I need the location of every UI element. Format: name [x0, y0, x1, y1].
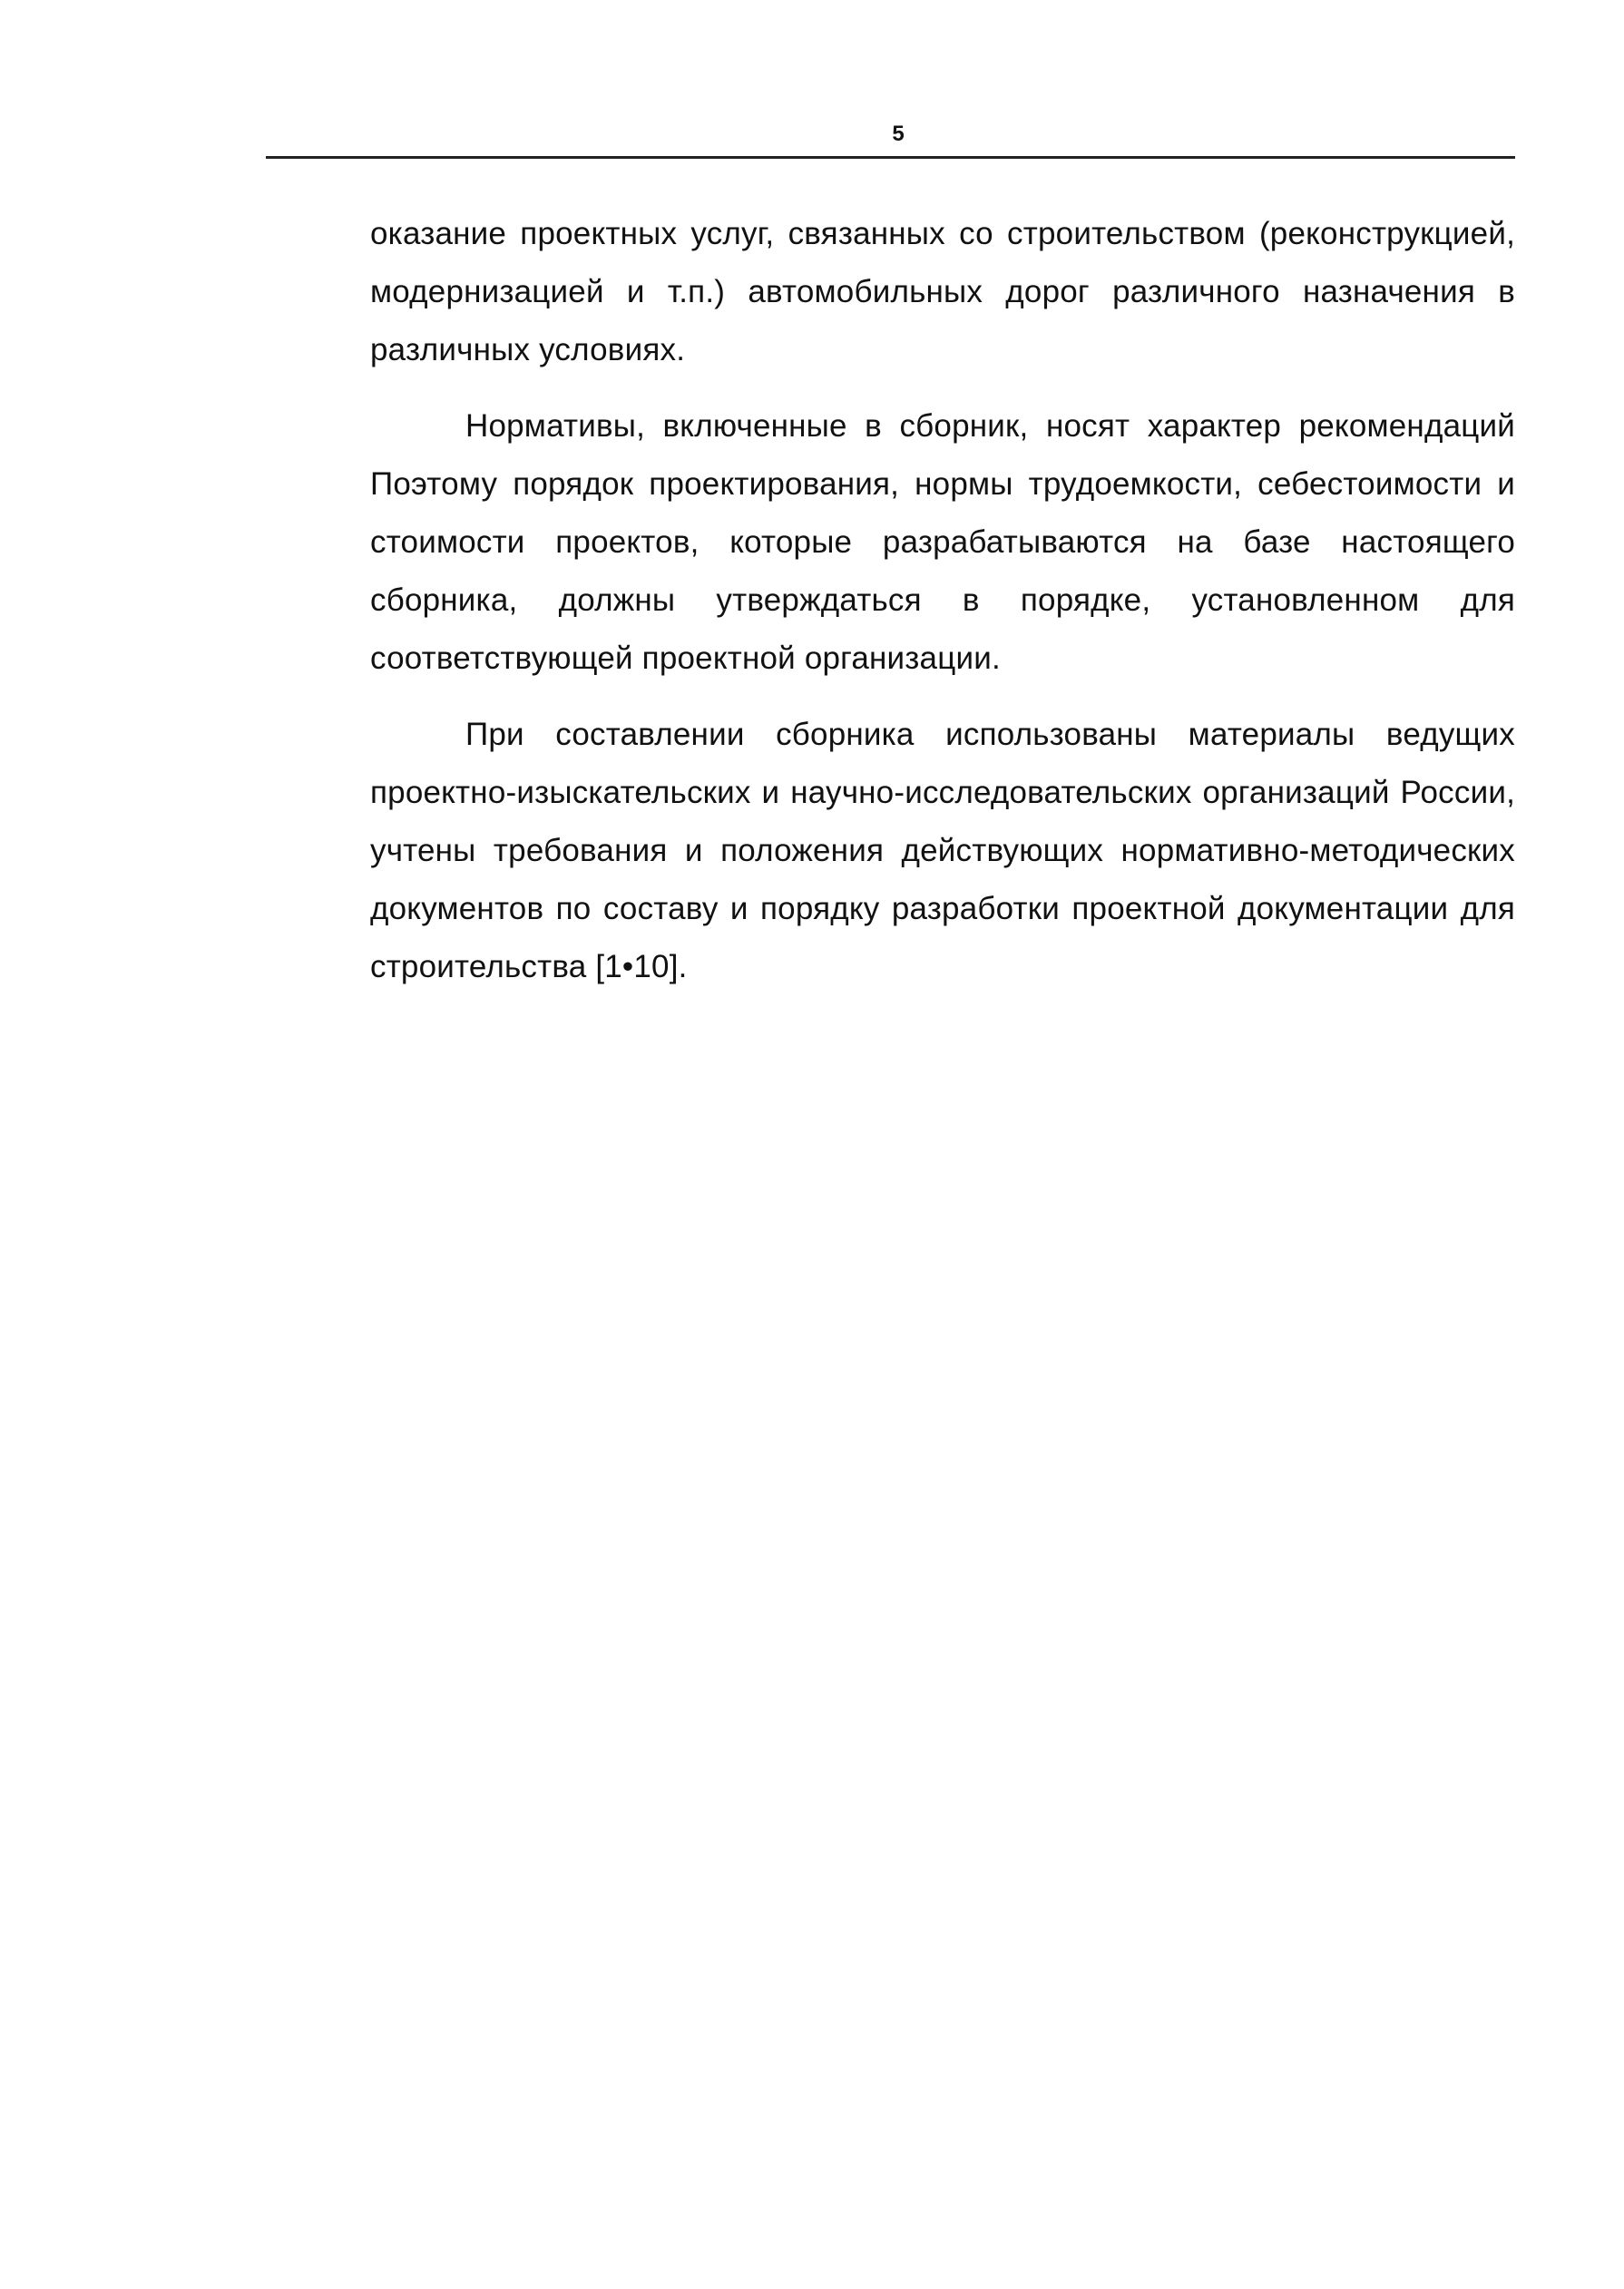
page-number: 5	[892, 122, 905, 146]
paragraph-continuation: оказание проектных услуг, связанных со строительством (реконструкцией, модернизацией и т.п.) автомобильных дорог различного назначения в различных условиях.	[370, 216, 1515, 367]
header-divider	[266, 156, 1515, 159]
paragraph-normatives: Нормативы, включенные в сборник, носят характер рекомендаций Поэтому порядок проектирования, нормы трудоемкости, себестоимости и стоимости проектов, которые разрабатываются на базе настоящего сборника, должны утверждаться в порядке, установленном для соответствующей проектной организации.	[370, 408, 1515, 676]
paragraph-sources: При составлении сборника использованы материалы ведущих проектно-изыскательских и научно-исследовательских организаций России, учтены требования и положения действующих нормативно-методических документов по составу и порядку разработки проектной документации для строительства [1•10].	[370, 717, 1515, 984]
page-body	[370, 205, 1515, 996]
